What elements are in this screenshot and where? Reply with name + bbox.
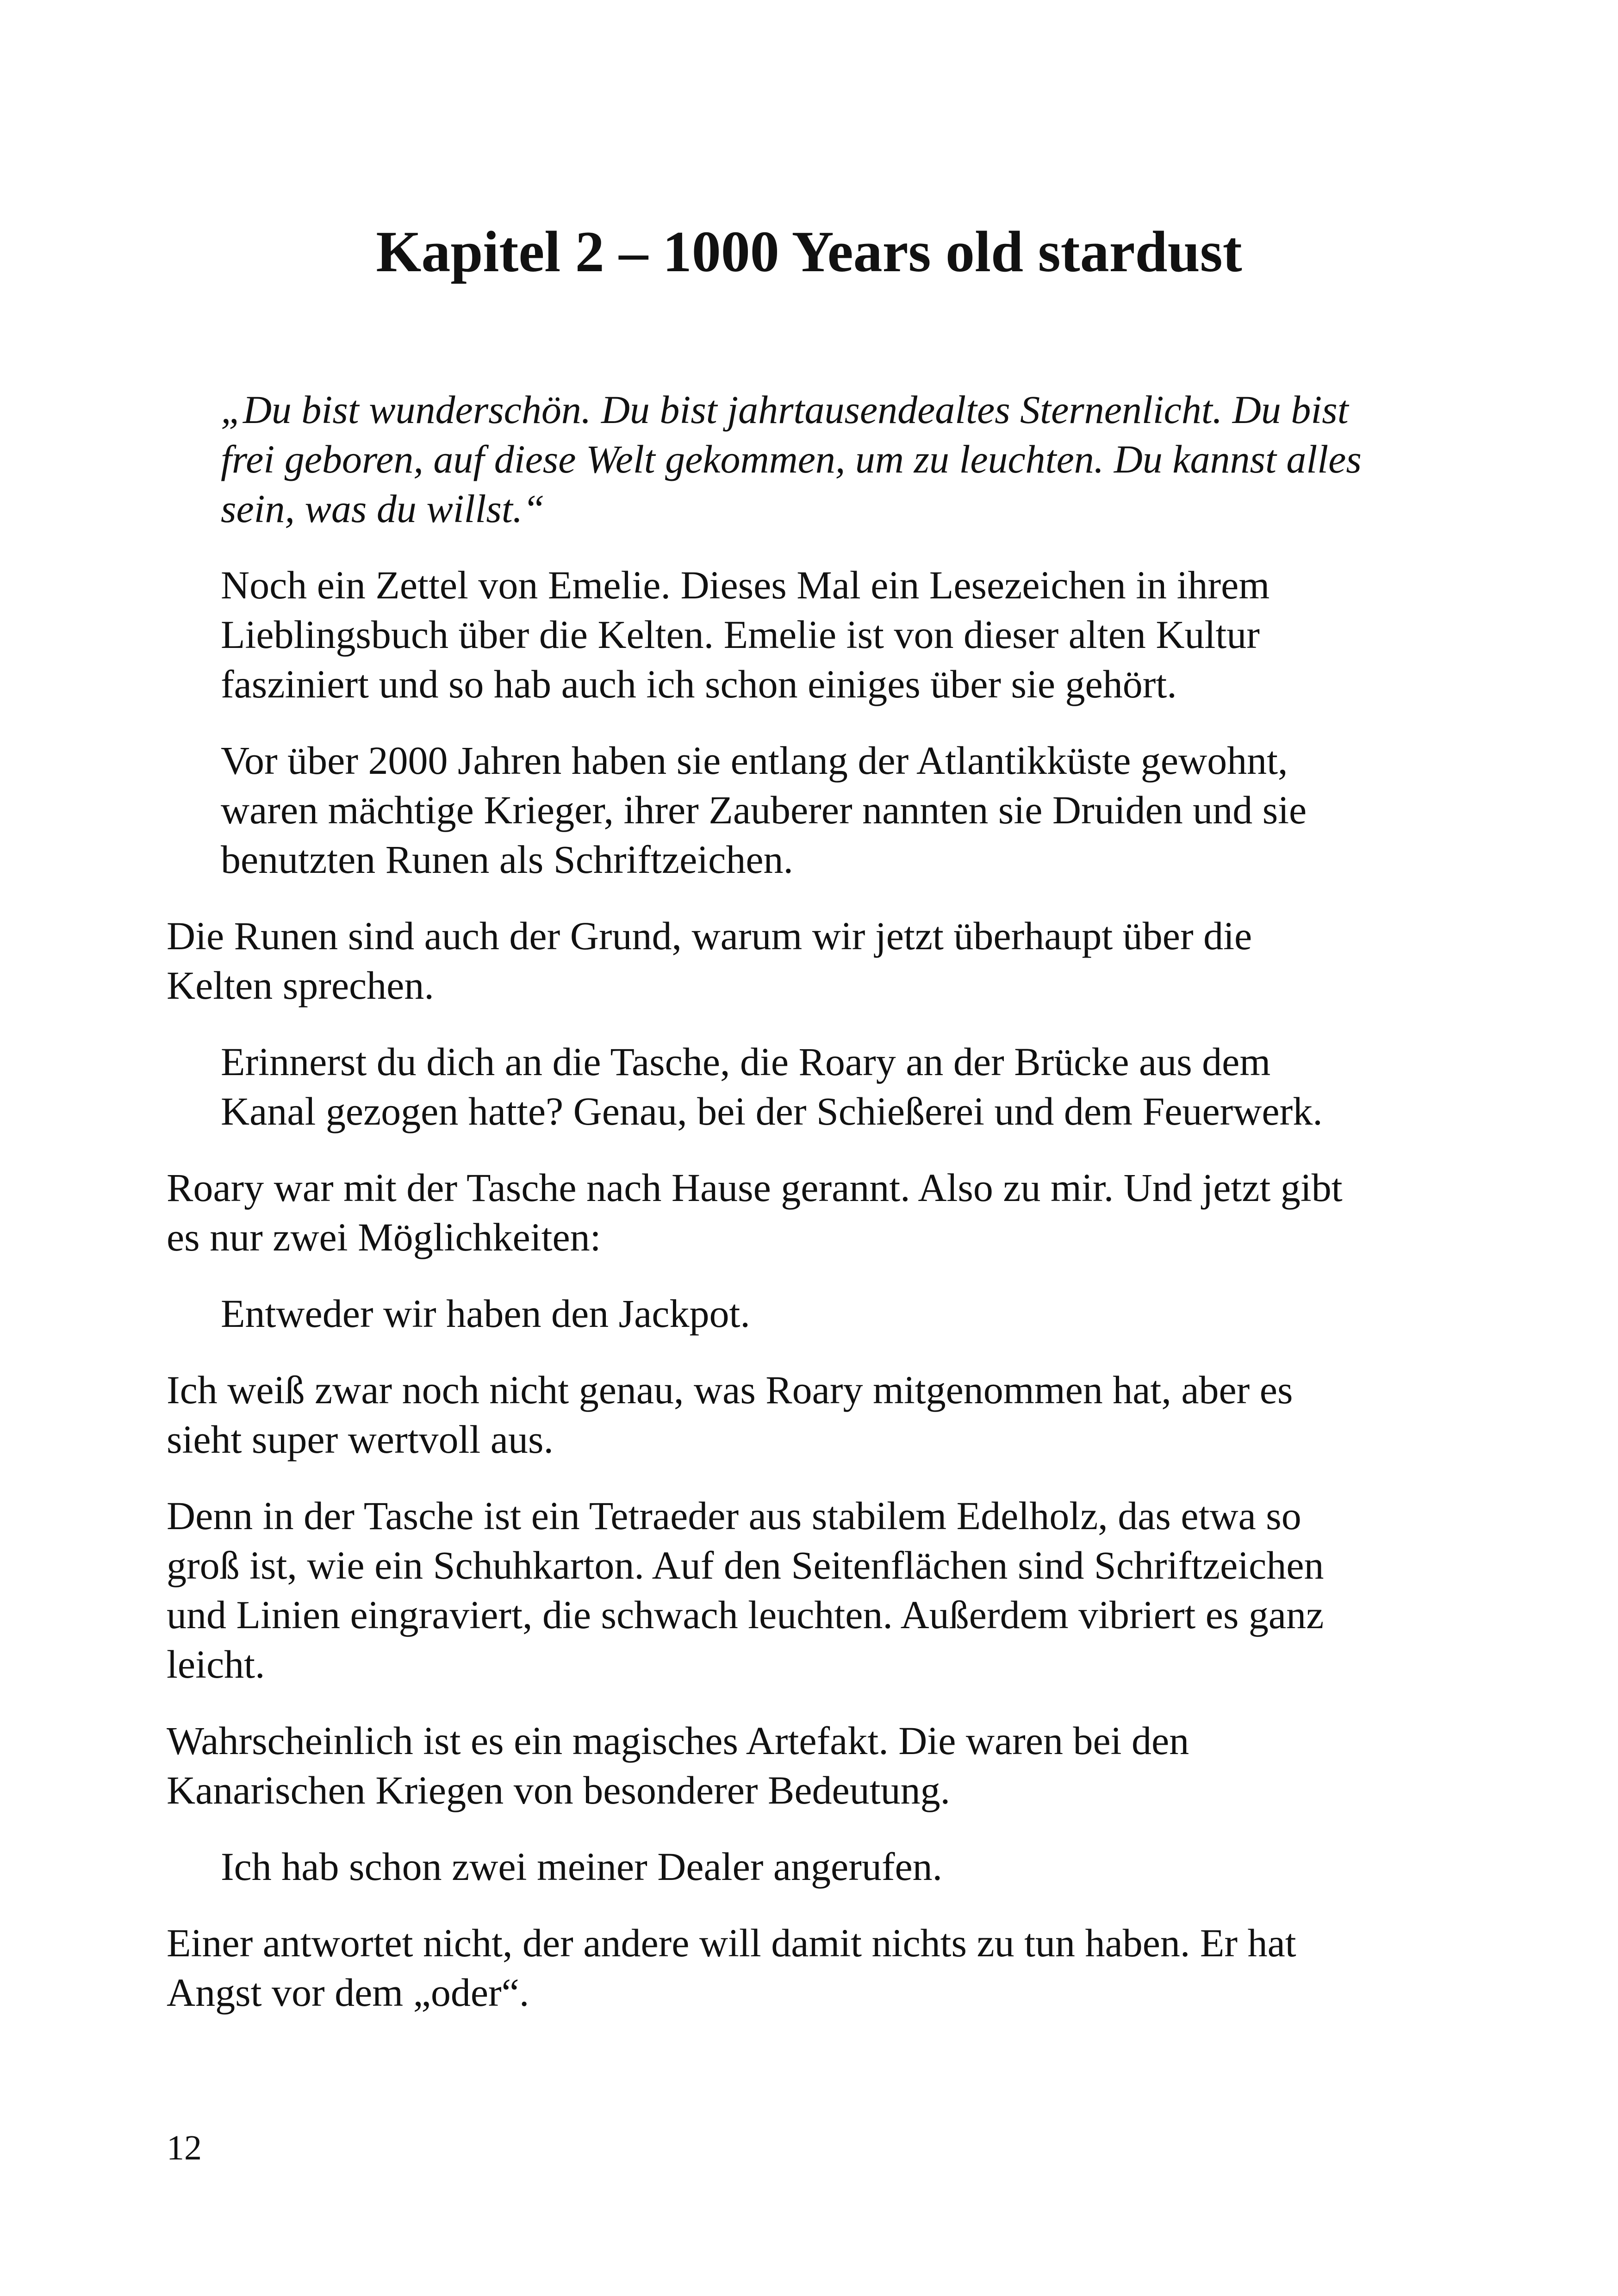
text-line: Einer antwortet nicht, der andere will damit nichts zu tun haben. Er hat (167, 1921, 1296, 1965)
text-line: fasziniert und so hab auch ich schon einiges über sie gehört. (221, 662, 1177, 706)
text-line: Roary war mit der Tasche nach Hause gerannt. Also zu mir. Und jetzt gibt (167, 1165, 1343, 1210)
text-line: Lieblingsbuch über die Kelten. Emelie ist von dieser alten Kultur (221, 612, 1260, 657)
text-line: Ich hab schon zwei meiner Dealer angerufen. (221, 1844, 943, 1889)
chapter-title: Kapitel 2 – 1000 Years old stardust (376, 220, 1242, 284)
body-paragraph (167, 1918, 1458, 2017)
text-line: Angst vor dem „oder“. (167, 1970, 529, 2015)
text-line: Entweder wir haben den Jackpot. (221, 1291, 750, 1336)
body-paragraph (167, 1842, 1458, 1892)
body-paragraph (167, 1163, 1458, 1262)
body-paragraph (167, 1289, 1458, 1338)
text-line: Wahrscheinlich ist es ein magisches Artefakt. Die waren bei den (167, 1718, 1189, 1763)
text-line: Vor über 2000 Jahren haben sie entlang der Atlantikküste gewohnt, (221, 738, 1288, 783)
body-paragraph (167, 1365, 1458, 1464)
text-line: waren mächtige Krieger, ihrer Zauberer nannten sie Druiden und sie (221, 788, 1307, 832)
text-line: groß ist, wie ein Schuhkarton. Auf den Seitenflächen sind Schriftzeichen (167, 1543, 1324, 1587)
text-line: sieht super wertvoll aus. (167, 1417, 554, 1462)
body-paragraph (167, 736, 1458, 884)
body-paragraph (167, 1037, 1458, 1136)
text-line: Die Runen sind auch der Grund, warum wir jetzt überhaupt über die (167, 914, 1252, 958)
body-paragraph (167, 1491, 1458, 1689)
body-paragraph (167, 560, 1458, 709)
text-line: benutzten Runen als Schriftzeichen. (221, 837, 794, 882)
text-line: und Linien eingraviert, die schwach leuchten. Außerdem vibriert es ganz (167, 1593, 1324, 1637)
text-line: Kanarischen Kriegen von besonderer Bedeutung. (167, 1768, 951, 1812)
text-line: leicht. (167, 1642, 265, 1686)
page-number: 12 (167, 2128, 202, 2167)
text-line: „Du bist wunderschön. Du bist jahrtausendealtes Sternenlicht. Du bist (221, 387, 1349, 432)
text-line: Denn in der Tasche ist ein Tetraeder aus stabilem Edelholz, das etwa so (167, 1493, 1301, 1538)
chapter-body (167, 385, 1458, 2044)
text-line: Kelten sprechen. (167, 963, 434, 1008)
text-line: Erinnerst du dich an die Tasche, die Roary an der Brücke aus dem (221, 1039, 1271, 1084)
text-line: es nur zwei Möglichkeiten: (167, 1215, 601, 1259)
text-line: sein, was du willst.“ (221, 486, 545, 531)
text-line: Noch ein Zettel von Emelie. Dieses Mal ein Lesezeichen in ihrem (221, 563, 1270, 607)
text-line: Ich weiß zwar noch nicht genau, was Roary mitgenommen hat, aber es (167, 1368, 1293, 1412)
body-paragraph (167, 911, 1458, 1010)
text-line: Kanal gezogen hatte? Genau, bei der Schießerei und dem Feuerwerk. (221, 1089, 1323, 1133)
body-paragraph (167, 1716, 1458, 1815)
text-line: frei geboren, auf diese Welt gekommen, um zu leuchten. Du kannst alles (221, 437, 1362, 481)
body-paragraph (167, 385, 1458, 534)
